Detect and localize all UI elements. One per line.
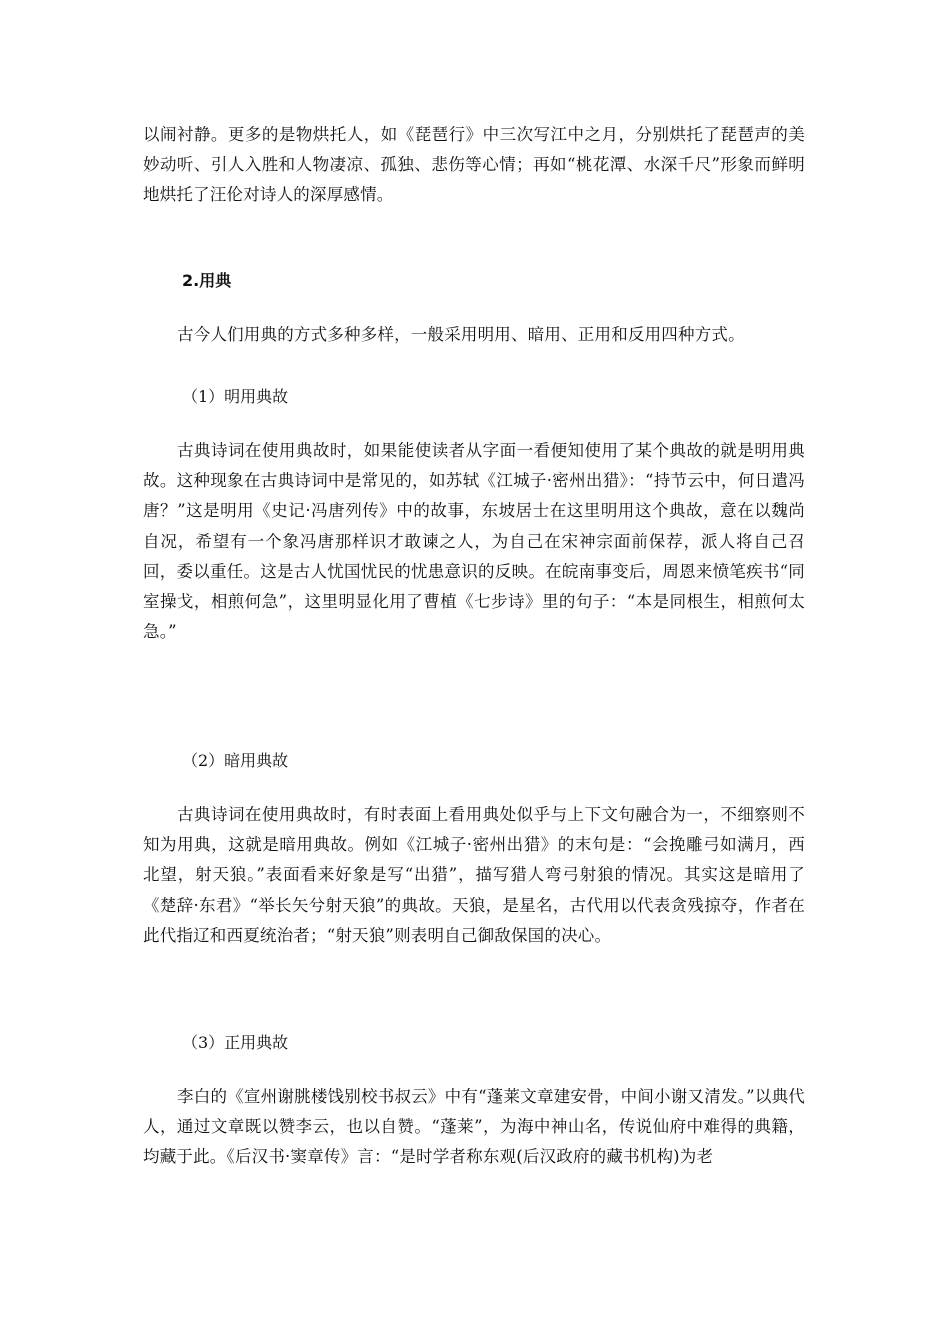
subheading-direct-allusion: （3）正用典故 [182,1033,289,1052]
paragraph-implicit-allusion: 古典诗词在使用典故时，有时表面上看用典处似乎与上下文句融合为一，不细察则不知为用典，这就是暗用典故。例如《江城子·密州出猎》的末句是：“会挽雕弓如满月，西北望，射天狼。”表面看来好象是写“出猎”，描写猎人弯弓射狼的情况。其实这是暗用了《楚辞·东君》“举长矢兮射天狼”的典故。天狼，是星名，古代用以代表贪残掠夺，作者在此代指辽和西夏统治者；“射天狼”则表明自己御敌保国的决心。 [143,805,805,945]
paragraph-allusion-intro: 古今人们用典的方式多种多样，一般采用明用、暗用、正用和反用四种方式。 [177,325,745,344]
paragraph-direct-allusion: 李白的《宣州谢朓楼饯别校书叔云》中有“蓬莱文章建安骨，中间小谢又清发。”以典代人，通过文章既以赞李云，也以自赞。“蓬莱”，为海中神山名，传说仙府中难得的典籍，均藏于此。《后汉书·窦章传》言：“是时学者称东观(后汉政府的藏书机构)为老 [143,1087,805,1167]
section-heading-allusion: 2.用典 [182,271,232,290]
paragraph-explicit-allusion: 古典诗词在使用典故时，如果能使读者从字面一看便知使用了某个典故的就是明用典故。这种现象在古典诗词中是常见的，如苏轼《江城子·密州出猎》：“持节云中，何日遣冯唐？”这是明用《史记·冯唐列传》中的故事，东坡居士在这里明用这个典故，意在以魏尚自况，希望有一个象冯唐那样识才敢谏之人，为自己在宋神宗面前保荐，派人将自己召回，委以重任。这是古人忧国忧民的忧患意识的反映。在皖南事变后，周恩来愤笔疾书“同室操戈，相煎何急”，这里明显化用了曹植《七步诗》里的句子：“本是同根生，相煎何太急。” [143,441,805,642]
subheading-explicit-allusion: （1）明用典故 [182,387,289,406]
subheading-implicit-allusion: （2）暗用典故 [182,751,289,770]
paragraph-contrast-continued: 以闹衬静。更多的是物烘托人，如《琵琶行》中三次写江中之月，分别烘托了琵琶声的美妙动听、引人入胜和人物凄凉、孤独、悲伤等心情；再如“桃花潭、水深千尺”形象而鲜明地烘托了汪伦对诗人的深厚感情。 [143,125,805,205]
